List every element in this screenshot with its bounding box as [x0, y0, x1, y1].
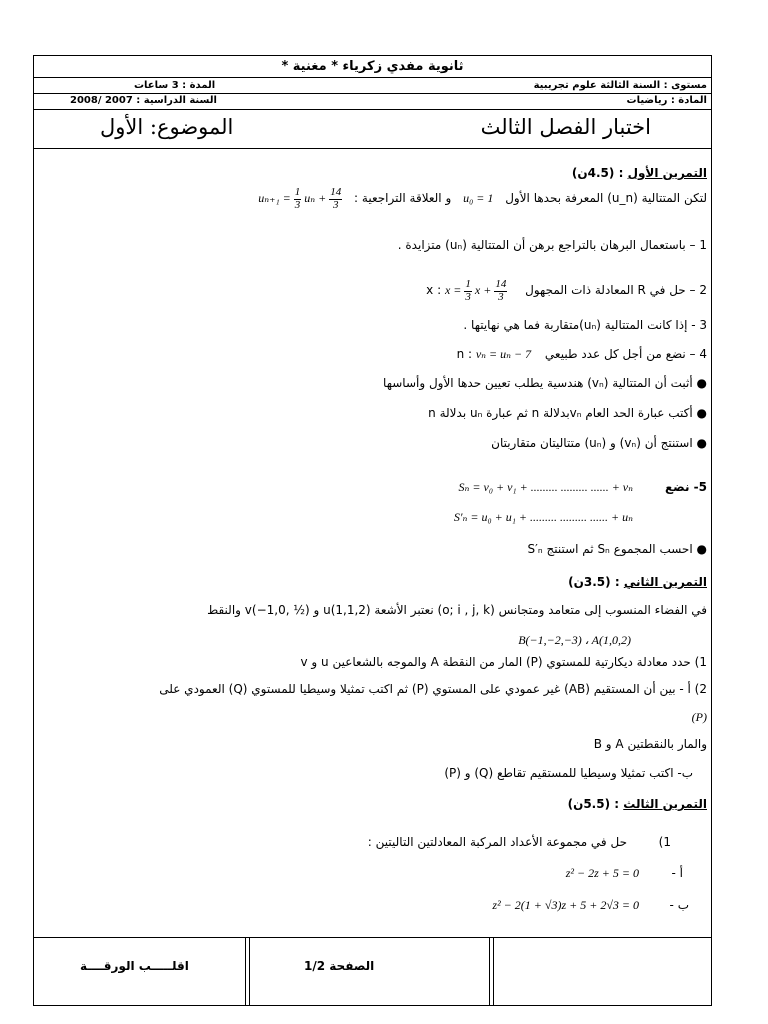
ex1-recurrence-label: و العلاقة التراجعية :: [354, 190, 452, 205]
ex1-title: التمرين الأول: [627, 166, 707, 180]
ex1-q4-text: 4 – نضع من أجل كل عدد طبيعي n :: [456, 347, 707, 361]
ex2-intro: في الفضاء المنسوب إلى متعامد ومتجانس (o; i , j, k) نعتبر الأشعة u(1,1,2) و v(−1,0, ½) والنقط: [207, 603, 707, 617]
ex3-qa-equation: z² − 2z + 5 = 0: [565, 866, 639, 880]
ex2-points: : (3.5ن): [568, 575, 620, 589]
ex1-points: : (4.5ن): [571, 166, 624, 180]
exam-title: اختبار الفصل الثالث: [480, 115, 651, 139]
ex1-q1: 1 – باستعمال البرهان بالتراجع برهن أن المتتالية (uₙ) متزايدة .: [397, 238, 707, 252]
ex2-q2a-line3: والمار بالنقطتين A و B: [593, 737, 707, 751]
ex1-intro-text: لتكن المتتالية (u_n) المعرفة بحدها الأول: [505, 190, 707, 205]
bullet-icon: ●: [696, 542, 707, 556]
ex2-q1: 1) حدد معادلة ديكارتية للمستوي (P) المار من النقطة A والموجه بالشعاعين u و v: [300, 655, 707, 669]
topic-title: الموضوع: الأول: [100, 115, 234, 139]
ex2-q2b: ب- اكتب تمثيلا وسيطيا للمستقيم تقاطع (Q) و (P): [444, 766, 693, 780]
ex2-title: التمرين الثاني: [623, 575, 707, 589]
ex1-q4: [457, 347, 707, 362]
ex1-q5-bullet: ● احسب المجموع Sₙ ثم استنتج S′ₙ: [527, 542, 707, 556]
ex2-heading: [568, 575, 707, 589]
ex2-q2a-line2: (P): [691, 710, 707, 724]
title-bottom-divider: [34, 148, 711, 149]
bullet-icon: ●: [696, 376, 707, 390]
ex3-qa-label: أ -: [671, 866, 683, 880]
bullet-icon: ●: [696, 406, 707, 420]
title-top-divider: [34, 109, 711, 110]
ex1-q2-text: 2 – حل في R المعادلة ذات المجهول x :: [426, 282, 707, 297]
ex3-heading: [568, 797, 707, 811]
ex3-points: : (5.5ن): [567, 797, 620, 811]
footer-separator-2: [249, 937, 250, 1006]
ex3-qb-label: ب -: [669, 898, 689, 912]
level-text: مستوى : السنة الثالثة علوم تجريبية: [533, 80, 707, 91]
ex1-recurrence: uₙ₊₁ = $\frac{1}{3}$ uₙ + $\frac{14}{3}$: [258, 186, 342, 211]
ex3-q1-num: 1): [658, 835, 671, 849]
footer-separator-1: [245, 937, 246, 1006]
year-text: 2008/ 2007 : السنة الدراسية: [70, 95, 217, 106]
subject-text: المادة : رياضيات: [626, 95, 707, 106]
footer-separator-4: [493, 937, 494, 1006]
ex3-qb-equation: z² − 2(1 + √3)z + 5 + 2√3 = 0: [492, 898, 639, 912]
ex1-q4-bullet2: ● أكتب عبارة الحد العام vₙبدلالة n ثم عبارة uₙ بدلالة n: [428, 406, 707, 420]
ex1-q5: 5- نضع: [664, 480, 707, 494]
header-divider: [34, 77, 711, 78]
ex1-q5-sn: Sₙ = v₀ + v₁ + ......... ......... ...... + vₙ: [458, 480, 633, 494]
duration-text: المدة : 3 ساعات: [134, 80, 216, 91]
ex3-title: التمرين الثالث: [623, 797, 707, 811]
ex2-q2a-line1: 2) أ - بين أن المستقيم (AB) غير عمودي على المستوي (P) ثم اكتب تمثيلا وسيطيا للمستوي (Q) العمودي على: [159, 682, 707, 696]
ex1-q4-bullet1: ● أثبت أن المتتالية (vₙ) هندسية يطلب تعيين حدها الأول وأساسها: [383, 376, 707, 390]
exam-page: [33, 55, 712, 1006]
ex1-heading: [572, 166, 707, 180]
footer-divider: [34, 937, 711, 938]
ex1-q2: [426, 279, 707, 303]
ex3-q1: حل في مجموعة الأعداد المركبة المعادلتين التاليتين :: [367, 835, 627, 849]
bullet-icon: ●: [696, 436, 707, 450]
ex1-q2-equation: x = $\frac{1}{3}$ x + $\frac{14}{3}$: [444, 278, 507, 303]
turn-page-note: اقلـــــب الورقــــة: [80, 959, 189, 973]
ex1-intro: [258, 187, 707, 211]
ex1-q5-spn: S′ₙ = u₀ + u₁ + ......... ......... ...... + uₙ: [453, 510, 633, 524]
ex1-q4-bullet3: ● استنتج أن (vₙ) و (uₙ) متتاليتان متقاربتان: [491, 436, 707, 450]
footer-separator-3: [489, 937, 490, 1006]
page-number: الصفحة 1/2: [304, 959, 375, 973]
ex1-q4-math: vₙ = uₙ − 7: [475, 347, 532, 361]
ex1-u0: u₀ = 1: [463, 190, 494, 205]
ex1-q3: 3 - إذا كانت المتتالية (uₙ)متقاربة فما هي نهايتها .: [463, 318, 707, 332]
meta-divider: [34, 93, 711, 94]
school-name: ثانوية مفدي زكرياء * مغنية *: [281, 59, 464, 74]
ex2-points-line: B(−1,−2,−3) ، A(1,0,2): [518, 633, 631, 647]
